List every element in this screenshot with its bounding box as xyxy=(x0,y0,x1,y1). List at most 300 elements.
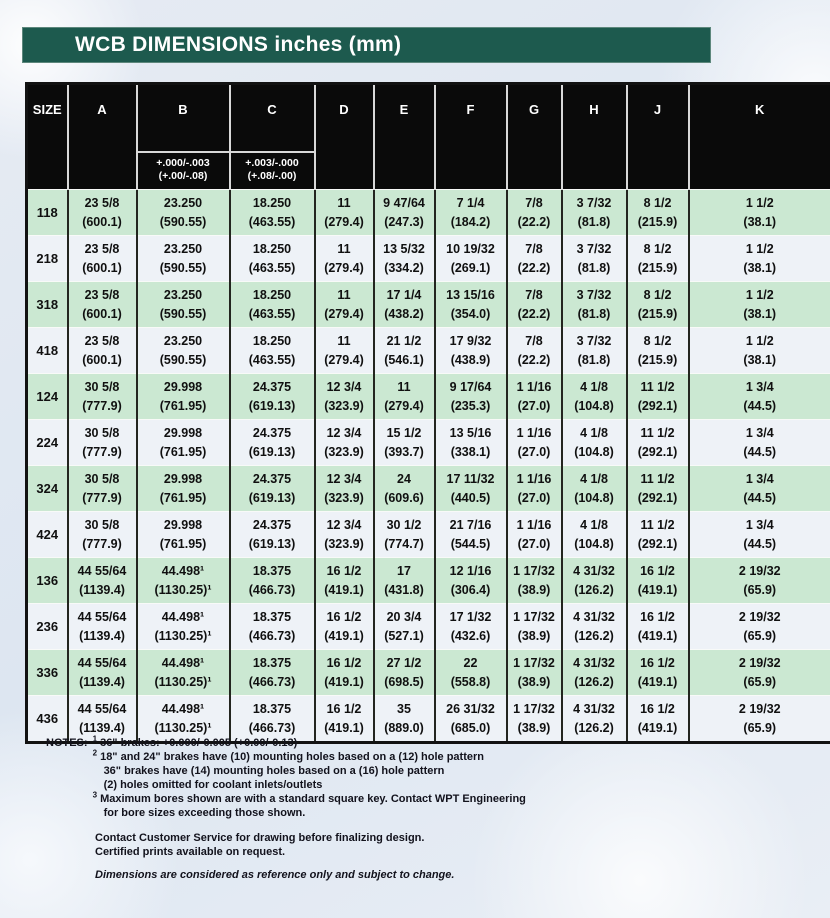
mm-value: (334.2) xyxy=(384,260,424,275)
inches-value: 1 1/2 xyxy=(745,195,774,210)
inches-value: 8 1/2 xyxy=(643,241,672,256)
dimension-cell xyxy=(315,512,374,558)
dimension-cell xyxy=(374,512,435,558)
inches-value: 2 19/32 xyxy=(738,609,781,624)
mm-value: (65.9) xyxy=(743,628,777,643)
dimension-cell xyxy=(562,558,627,604)
mm-value: (761.95) xyxy=(159,398,207,413)
inches-value: 1 3/4 xyxy=(745,471,774,486)
inches-value: 8 1/2 xyxy=(643,287,672,302)
inches-value: 4 31/32 xyxy=(573,563,615,578)
contact-line: Contact Customer Service for drawing before finalizing design. xyxy=(95,832,425,844)
contact-line: Certified prints available on request. xyxy=(95,846,286,858)
mm-value: (104.8) xyxy=(574,536,614,551)
inches-value: 1 3/4 xyxy=(745,517,774,532)
note-line: $^2$ 18" and 24" brakes have (10) mounting holes based on a (12) hole pattern xyxy=(92,748,484,763)
mm-value: (438.9) xyxy=(450,352,491,367)
inches-value: 4 1/8 xyxy=(580,379,608,394)
mm-value: (247.3) xyxy=(384,214,424,229)
inches-value: 35 xyxy=(397,701,411,716)
note-item xyxy=(93,736,526,750)
dimension-cell xyxy=(374,558,435,604)
mm-value: (463.55) xyxy=(248,352,296,367)
notes-section xyxy=(46,736,766,882)
inches-value: 4 1/8 xyxy=(580,517,608,532)
inches-value: 29.998 xyxy=(163,471,203,486)
table-row-118 xyxy=(27,190,830,236)
table-row-418 xyxy=(27,328,830,374)
mm-value: (104.8) xyxy=(574,398,614,413)
inches-value: 15 1/2 xyxy=(386,425,422,440)
inches-value: 23 5/8 xyxy=(84,195,120,210)
dimension-cell xyxy=(137,236,230,282)
mm-value: (761.95) xyxy=(159,536,207,551)
mm-value: (22.2) xyxy=(517,214,551,229)
tolerance-note xyxy=(231,151,314,189)
dimension-cell xyxy=(435,236,507,282)
mm-value: (1130.25)¹ xyxy=(154,720,212,735)
inches-value: 1 17/32 xyxy=(513,609,555,624)
mm-value: (777.9) xyxy=(82,536,122,551)
mm-value: (65.9) xyxy=(743,720,777,735)
inches-value: 11 1/2 xyxy=(640,379,675,394)
dimension-cell xyxy=(374,420,435,466)
column-label: F xyxy=(466,102,475,117)
dimension-cell xyxy=(689,190,830,236)
inches-value: 12 1/16 xyxy=(449,563,492,578)
dimension-cell xyxy=(627,558,689,604)
dimension-cell xyxy=(68,236,137,282)
dimension-cell xyxy=(315,420,374,466)
tolerance-line: +.000/-.003 xyxy=(156,156,210,169)
mm-value: (38.1) xyxy=(743,214,777,229)
mm-value: (22.2) xyxy=(517,306,551,321)
mm-value: (126.2) xyxy=(574,582,614,597)
notes-block xyxy=(46,736,766,820)
mm-value: (432.6) xyxy=(450,628,491,643)
inches-value: 3 7/32 xyxy=(576,241,612,256)
note-line: 36" brakes have (14) mounting holes based on a (16) hole pattern xyxy=(103,765,445,777)
dimension-cell xyxy=(507,558,562,604)
inches-value: 1 17/32 xyxy=(513,701,555,716)
dimension-cell xyxy=(435,604,507,650)
mm-value: (419.1) xyxy=(324,720,364,735)
note-line: (2) holes omitted for coolant inlets/outlets xyxy=(103,779,323,791)
mm-value: (466.73) xyxy=(248,720,296,735)
mm-value: (38.1) xyxy=(743,306,777,321)
inches-value: 21 7/16 xyxy=(449,517,492,532)
dimension-cell xyxy=(689,604,830,650)
mm-value: (761.95) xyxy=(159,490,207,505)
dimension-cell xyxy=(137,374,230,420)
inches-value: 18.375 xyxy=(252,563,292,578)
size-cell: 224 xyxy=(27,420,68,466)
mm-value: (544.5) xyxy=(450,536,491,551)
mm-value: (1139.4) xyxy=(79,582,125,597)
mm-value: (81.8) xyxy=(577,306,611,321)
inches-value: 44 55/64 xyxy=(77,563,127,578)
inches-value: 23.250 xyxy=(163,333,203,348)
mm-value: (619.13) xyxy=(248,490,296,505)
note-item xyxy=(93,750,526,792)
column-header-size xyxy=(27,84,68,190)
dimension-cell xyxy=(689,466,830,512)
column-label: A xyxy=(97,102,107,117)
inches-value: 17 1/4 xyxy=(386,287,422,302)
dimension-cell xyxy=(507,604,562,650)
dimension-cell xyxy=(562,650,627,696)
inches-value: 29.998 xyxy=(163,425,203,440)
mm-value: (609.6) xyxy=(384,490,424,505)
inches-value: 21 1/2 xyxy=(386,333,422,348)
disclaimer-note xyxy=(95,868,766,882)
column-label: E xyxy=(399,102,409,117)
inches-value: 44.498¹ xyxy=(161,609,205,624)
dimension-cell xyxy=(507,190,562,236)
table-row-336 xyxy=(27,650,830,696)
mm-value: (466.73) xyxy=(248,582,296,597)
mm-value: (463.55) xyxy=(248,306,296,321)
dimension-cell xyxy=(374,328,435,374)
inches-value: 44.498¹ xyxy=(161,701,205,716)
dimension-cell xyxy=(627,512,689,558)
mm-value: (619.13) xyxy=(248,444,296,459)
inches-value: 16 1/2 xyxy=(640,609,675,624)
mm-value: (269.1) xyxy=(450,260,491,275)
mm-value: (1130.25)¹ xyxy=(154,582,212,597)
inches-value: 1 1/2 xyxy=(745,287,774,302)
dimension-cell xyxy=(562,604,627,650)
mm-value: (235.3) xyxy=(450,398,491,413)
dimension-cell xyxy=(627,604,689,650)
dimension-cell xyxy=(68,558,137,604)
dimension-cell xyxy=(374,374,435,420)
dimension-cell xyxy=(435,420,507,466)
table-row-318 xyxy=(27,282,830,328)
mm-value: (685.0) xyxy=(450,720,491,735)
dimension-cell xyxy=(230,282,315,328)
inches-value: 24.375 xyxy=(252,471,292,486)
mm-value: (215.9) xyxy=(637,214,678,229)
mm-value: (22.2) xyxy=(517,260,551,275)
inches-value: 17 11/32 xyxy=(446,471,495,486)
disclaimer-text: Dimensions are considered as reference only and subject to change. xyxy=(95,869,455,881)
mm-value: (777.9) xyxy=(82,444,122,459)
column-label: SIZE xyxy=(32,102,62,117)
dimension-cell xyxy=(562,236,627,282)
column-header-h xyxy=(562,84,627,190)
mm-value: (419.1) xyxy=(637,628,678,643)
size-cell: 418 xyxy=(27,328,68,374)
mm-value: (354.0) xyxy=(450,306,491,321)
inches-value: 16 1/2 xyxy=(326,563,362,578)
dimension-cell xyxy=(68,650,137,696)
dimension-cell xyxy=(507,650,562,696)
dimension-cell xyxy=(315,190,374,236)
dimension-cell xyxy=(230,420,315,466)
mm-value: (279.4) xyxy=(324,352,364,367)
mm-value: (466.73) xyxy=(248,674,296,689)
mm-value: (777.9) xyxy=(82,398,122,413)
inches-value: 23 5/8 xyxy=(84,333,120,348)
note-line: for bore sizes exceeding those shown. xyxy=(103,807,306,819)
dimension-cell xyxy=(374,236,435,282)
tolerance-note xyxy=(138,151,229,189)
dimension-cell xyxy=(627,374,689,420)
dimension-cell xyxy=(507,374,562,420)
mm-value: (38.9) xyxy=(517,720,551,735)
dimension-cell xyxy=(689,236,830,282)
inches-value: 18.375 xyxy=(252,655,292,670)
inches-value: 24.375 xyxy=(252,379,292,394)
mm-value: (104.8) xyxy=(574,490,614,505)
dimension-cell xyxy=(137,466,230,512)
dimension-cell xyxy=(137,604,230,650)
mm-value: (338.1) xyxy=(450,444,491,459)
note-item xyxy=(93,792,526,820)
dimension-cell xyxy=(137,558,230,604)
mm-value: (215.9) xyxy=(637,260,678,275)
inches-value: 24 xyxy=(397,471,411,486)
mm-value: (590.55) xyxy=(159,352,207,367)
dimension-cell xyxy=(627,650,689,696)
column-label: B xyxy=(178,102,188,117)
dimension-cell xyxy=(689,558,830,604)
inches-value: 17 xyxy=(397,563,411,578)
dimension-cell xyxy=(435,374,507,420)
dimension-cell xyxy=(68,512,137,558)
inches-value: 2 19/32 xyxy=(738,701,781,716)
column-header-a xyxy=(68,84,137,190)
table-row-236 xyxy=(27,604,830,650)
mm-value: (323.9) xyxy=(324,490,364,505)
mm-value: (774.7) xyxy=(384,536,424,551)
inches-value: 3 7/32 xyxy=(576,287,612,302)
table-row-218 xyxy=(27,236,830,282)
mm-value: (65.9) xyxy=(743,674,777,689)
mm-value: (38.9) xyxy=(517,628,551,643)
inches-value: 1 1/2 xyxy=(745,333,774,348)
inches-value: 7/8 xyxy=(525,287,543,302)
inches-value: 4 1/8 xyxy=(580,425,608,440)
mm-value: (600.1) xyxy=(82,214,122,229)
dimension-cell xyxy=(562,374,627,420)
inches-value: 24.375 xyxy=(252,425,292,440)
mm-value: (215.9) xyxy=(637,352,678,367)
dimension-cell xyxy=(315,604,374,650)
mm-value: (65.9) xyxy=(743,582,777,597)
inches-value: 18.250 xyxy=(252,287,292,302)
dimension-cell xyxy=(627,466,689,512)
column-header-k xyxy=(689,84,830,190)
inches-value: 29.998 xyxy=(163,379,203,394)
mm-value: (1130.25)¹ xyxy=(154,628,212,643)
inches-value: 11 xyxy=(337,287,351,302)
column-header-f xyxy=(435,84,507,190)
tolerance-line: +.003/-.000 xyxy=(245,156,299,169)
column-header-b xyxy=(137,84,230,190)
inches-value: 8 1/2 xyxy=(643,195,672,210)
column-header-e xyxy=(374,84,435,190)
mm-value: (126.2) xyxy=(574,720,614,735)
dimension-cell xyxy=(507,282,562,328)
dimension-cell xyxy=(137,328,230,374)
mm-value: (463.55) xyxy=(248,260,296,275)
dimension-cell xyxy=(68,374,137,420)
mm-value: (44.5) xyxy=(743,536,777,551)
inches-value: 11 1/2 xyxy=(640,425,675,440)
mm-value: (419.1) xyxy=(637,582,678,597)
inches-value: 44.498¹ xyxy=(161,655,205,670)
inches-value: 11 xyxy=(337,333,351,348)
tolerance-line: (+.08/-.00) xyxy=(247,170,297,183)
mm-value: (590.55) xyxy=(159,214,207,229)
inches-value: 9 47/64 xyxy=(383,195,425,210)
dimension-cell xyxy=(435,282,507,328)
note-superscript: 1 xyxy=(92,734,98,744)
dimension-cell xyxy=(562,190,627,236)
dimension-cell xyxy=(435,190,507,236)
mm-value: (81.8) xyxy=(577,214,611,229)
inches-value: 4 31/32 xyxy=(573,701,615,716)
mm-value: (44.5) xyxy=(743,398,777,413)
header-row xyxy=(27,84,830,190)
mm-value: (292.1) xyxy=(637,536,678,551)
mm-value: (81.8) xyxy=(577,260,611,275)
inches-value: 18.375 xyxy=(252,701,292,716)
inches-value: 1 1/16 xyxy=(516,425,552,440)
mm-value: (279.4) xyxy=(324,260,364,275)
dimension-cell xyxy=(507,328,562,374)
mm-value: (761.95) xyxy=(159,444,207,459)
inches-value: 12 3/4 xyxy=(326,379,362,394)
inches-value: 18.250 xyxy=(252,195,292,210)
mm-value: (440.5) xyxy=(450,490,491,505)
size-cell: 124 xyxy=(27,374,68,420)
dimension-cell xyxy=(374,190,435,236)
mm-value: (1139.4) xyxy=(79,674,125,689)
column-header-c xyxy=(230,84,315,190)
mm-value: (44.5) xyxy=(743,444,777,459)
mm-value: (104.8) xyxy=(574,444,614,459)
dimension-cell xyxy=(627,420,689,466)
dimension-cell xyxy=(230,604,315,650)
size-cell: 324 xyxy=(27,466,68,512)
mm-value: (279.4) xyxy=(384,398,424,413)
inches-value: 16 1/2 xyxy=(326,655,362,670)
mm-value: (81.8) xyxy=(577,352,611,367)
mm-value: (38.9) xyxy=(517,674,551,689)
mm-value: (323.9) xyxy=(324,536,364,551)
mm-value: (38.1) xyxy=(743,260,777,275)
dimension-cell xyxy=(230,512,315,558)
note-line: $^3$ Maximum bores shown are with a standard square key. Contact WPT Engineering xyxy=(92,790,526,805)
inches-value: 30 5/8 xyxy=(84,517,120,532)
size-cell: 424 xyxy=(27,512,68,558)
inches-value: 4 1/8 xyxy=(580,471,608,486)
inches-value: 7 1/4 xyxy=(456,195,485,210)
dimension-cell xyxy=(627,236,689,282)
mm-value: (27.0) xyxy=(517,536,551,551)
inches-value: 1 1/16 xyxy=(516,517,552,532)
inches-value: 20 3/4 xyxy=(386,609,422,624)
dimension-cell xyxy=(137,282,230,328)
mm-value: (431.8) xyxy=(384,582,424,597)
inches-value: 44 55/64 xyxy=(77,609,127,624)
column-header-g xyxy=(507,84,562,190)
inches-value: 23 5/8 xyxy=(84,241,120,256)
size-cell: 218 xyxy=(27,236,68,282)
dimension-cell xyxy=(689,512,830,558)
tolerance-line: (+.00/-.08) xyxy=(158,170,208,183)
inches-value: 24.375 xyxy=(252,517,292,532)
inches-value: 13 15/16 xyxy=(446,287,495,302)
mm-value: (419.1) xyxy=(637,674,678,689)
inches-value: 2 19/32 xyxy=(738,563,781,578)
mm-value: (27.0) xyxy=(517,490,551,505)
mm-value: (419.1) xyxy=(324,582,364,597)
column-label: J xyxy=(653,102,662,117)
inches-value: 23.250 xyxy=(163,195,203,210)
size-cell: 118 xyxy=(27,190,68,236)
dimension-cell xyxy=(315,328,374,374)
dimension-cell xyxy=(507,466,562,512)
dimension-cell xyxy=(137,190,230,236)
dimension-cell xyxy=(627,190,689,236)
inches-value: 27 1/2 xyxy=(386,655,422,670)
page-title: WCB DIMENSIONS inches (mm) xyxy=(75,33,402,56)
mm-value: (1130.25)¹ xyxy=(154,674,212,689)
mm-value: (38.1) xyxy=(743,352,777,367)
inches-value: 44.498¹ xyxy=(161,563,205,578)
mm-value: (292.1) xyxy=(637,398,678,413)
dimension-cell xyxy=(562,466,627,512)
mm-value: (600.1) xyxy=(82,306,122,321)
column-label: H xyxy=(589,102,599,117)
inches-value: 1 17/32 xyxy=(513,655,555,670)
inches-value: 44 55/64 xyxy=(77,655,127,670)
inches-value: 16 1/2 xyxy=(640,563,675,578)
inches-value: 30 1/2 xyxy=(386,517,422,532)
dimension-cell xyxy=(435,512,507,558)
dimension-cell xyxy=(435,558,507,604)
table-row-136 xyxy=(27,558,830,604)
note-superscript: 2 xyxy=(92,748,98,758)
inches-value: 4 31/32 xyxy=(573,655,615,670)
size-cell: 136 xyxy=(27,558,68,604)
mm-value: (438.2) xyxy=(384,306,424,321)
inches-value: 23.250 xyxy=(163,241,203,256)
dimension-cell xyxy=(562,282,627,328)
mm-value: (889.0) xyxy=(384,720,424,735)
dimension-cell xyxy=(435,650,507,696)
mm-value: (279.4) xyxy=(324,214,364,229)
inches-value: 30 5/8 xyxy=(84,471,120,486)
dimension-cell xyxy=(230,190,315,236)
inches-value: 12 3/4 xyxy=(326,517,362,532)
dimension-cell xyxy=(374,650,435,696)
dimension-cell xyxy=(315,374,374,420)
inches-value: 10 19/32 xyxy=(446,241,495,256)
inches-value: 23 5/8 xyxy=(84,287,120,302)
dimension-cell xyxy=(68,466,137,512)
dimension-cell xyxy=(137,420,230,466)
notes-label: NOTES: xyxy=(46,737,88,749)
inches-value: 22 xyxy=(463,655,478,670)
dimension-cell xyxy=(374,604,435,650)
mm-value: (419.1) xyxy=(637,720,678,735)
dimension-cell xyxy=(435,328,507,374)
